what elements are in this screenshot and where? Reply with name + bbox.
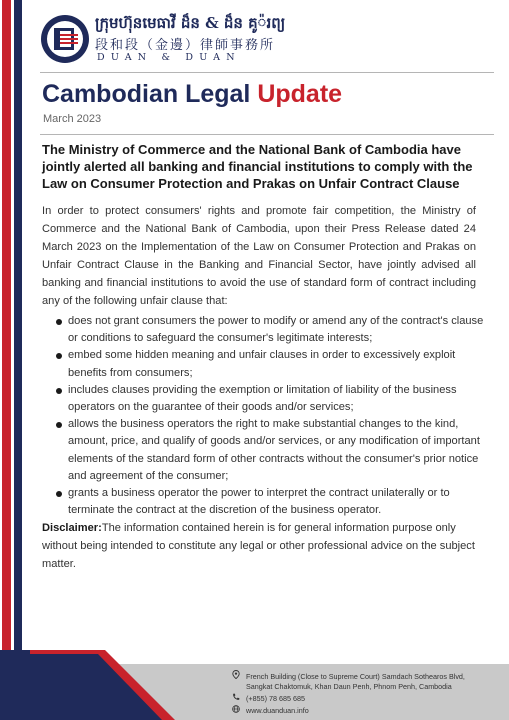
publication-date: March 2023	[43, 113, 102, 125]
footer-website	[232, 705, 309, 716]
bullet-icon	[56, 491, 62, 497]
page-title	[42, 80, 342, 109]
footer-address	[232, 670, 465, 692]
list-item	[54, 347, 484, 381]
red-side-bar	[2, 0, 11, 650]
list-item	[54, 382, 484, 416]
title-main: Cambodian Legal	[42, 80, 251, 108]
globe-icon	[232, 705, 246, 716]
firm-name-chinese: 段和段（金邊）律師事務所	[95, 37, 276, 52]
navy-side-bar	[14, 0, 22, 650]
list-item-text: includes clauses providing the exemption or limitation of liability of the business operators on the guarantee of their goods and/or services;	[68, 383, 457, 414]
website-link[interactable]: www.duanduan.info	[246, 706, 309, 715]
disclaimer-label: Disclaimer:	[42, 522, 102, 534]
bullet-icon	[56, 388, 62, 394]
disclaimer-text: The information contained herein is for general information purpose only without being intended to constitute any legal or other professional advice on the subject matter.	[42, 522, 475, 570]
footer-decoration	[0, 650, 260, 720]
list-item-text: embed some hidden meaning and unfair clauses in order to excessively exploit benefits from consumers;	[68, 349, 456, 379]
bullet-icon	[56, 353, 62, 359]
list-item-text: grants a business operator the power to interpret the contract unilaterally or to terminate the contract at the discretion of the business operator.	[68, 487, 450, 517]
list-item	[54, 313, 484, 347]
firm-name-khmer: ក្រុមហ៊ុនមេធាវី ដ៏ន & ដ៏ន គូ៉រព្យ	[95, 14, 286, 32]
phone-icon	[232, 693, 246, 704]
side-decoration	[0, 0, 30, 650]
address-line-1: French Building (Close to Supreme Court) Samdach Sothearos Blvd,	[246, 672, 465, 681]
disclaimer	[42, 519, 486, 573]
title-accent: Update	[257, 80, 343, 108]
letterhead	[40, 12, 500, 72]
header-divider	[40, 72, 494, 73]
list-item-text: does not grant consumers the power to modify or amend any of the contract's clause or conditions to safeguard the consumer's legitimate interests;	[68, 315, 484, 345]
title-divider	[40, 134, 494, 135]
intro-paragraph: In order to protect consumers' rights and promote fair competition, the Ministry of Commerce and the National Bank of Cambodia, upon their Press Release dated 24 March 2023 on the Implementation of the Law on Consumer Protection and Prakas on Unfair Contract Clause in the Banking and Financial Sector, have jointly advised all banking and financial institutions to avoid the use of standard form of contract including any of the following unfair clause that:	[42, 205, 476, 307]
bullet-icon	[56, 319, 62, 325]
location-pin-icon	[232, 670, 246, 682]
list-item	[54, 416, 484, 485]
phone-number: (+855) 78 685 685	[246, 694, 305, 703]
firm-logo	[40, 14, 90, 64]
address-line-2: Sangkat Chaktomuk, Khan Daun Penh, Phnom Penh, Cambodia	[246, 682, 452, 691]
unfair-clause-list	[54, 313, 484, 519]
list-item-text: allows the business operators the right to make substantial changes to the kind, amount, price, and qualify of goods and/or services, or any modification of important elements of the standard form of other contracts without the consumer's prior notice and agreement of the consumer;	[68, 418, 480, 482]
footer-phone	[232, 693, 305, 704]
list-item	[54, 485, 484, 519]
firm-name-latin: DUAN & DUAN	[97, 52, 241, 63]
article-headline: The Ministry of Commerce and the National Bank of Cambodia have jointly alerted all banking and financial institutions to comply with the Law on Consumer Protection and Prakas on Unfair Contract Clause	[42, 142, 473, 191]
bullet-icon	[56, 422, 62, 428]
